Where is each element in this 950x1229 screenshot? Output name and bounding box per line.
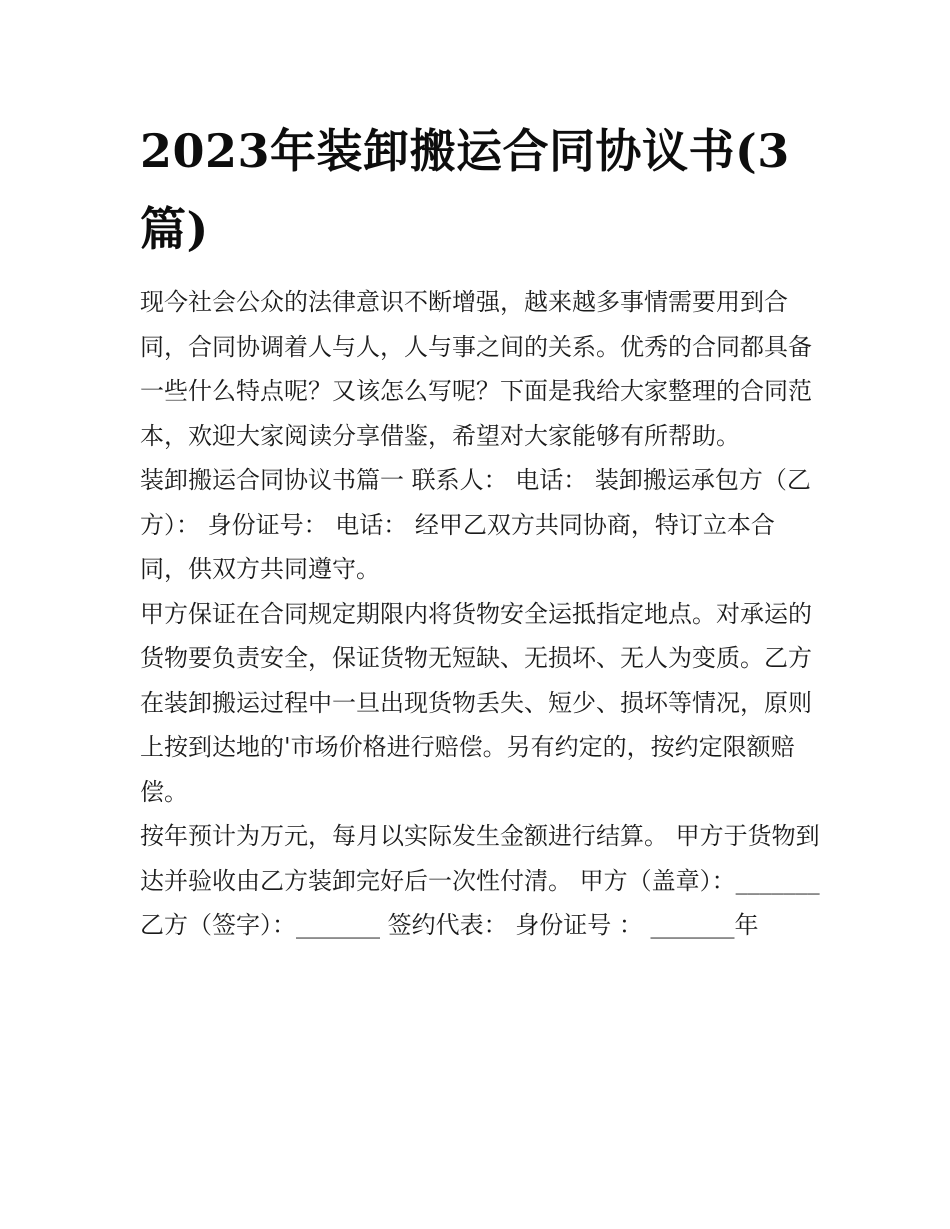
document-title: 2023年装卸搬运合同协议书(3篇)	[140, 124, 790, 256]
document-body	[140, 280, 820, 948]
payment-paragraph: 按年预计为万元，每月以实际发生金额进行结算。 甲方于货物到达并验收由乙方装卸完好后一次性付清。 甲方（盖章）：_______	[140, 822, 820, 895]
signature-paragraph: 乙方（签字）：_______ 签约代表： 身份证号 ： _______年	[140, 911, 759, 939]
intro-paragraph: 现今社会公众的法律意识不断增强，越来越多事情需要用到合同，合同协调着人与人，人与事之间的关系。优秀的合同都具备一些什么特点呢？又该怎么写呢？下面是我给大家整理的合同范本，欢迎大家阅读分享借鉴，希望对大家能够有所帮助。	[140, 288, 812, 450]
parties-paragraph: 装卸搬运合同协议书篇一 联系人： 电话： 装卸搬运承包方（乙方）： 身份证号： 电话： 经甲乙双方共同协商，特订立本合同，供双方共同遵守。	[140, 466, 811, 583]
obligations-paragraph: 甲方保证在合同规定期限内将货物安全运抵指定地点。对承运的货物要负责安全，保证货物无短缺、无损坏、无人为变质。乙方在装卸搬运过程中一旦出现货物丢失、短少、损坏等情况，原则上按到达地的'市场价格进行赔偿。另有约定的，按约定限额赔偿。	[140, 599, 812, 806]
